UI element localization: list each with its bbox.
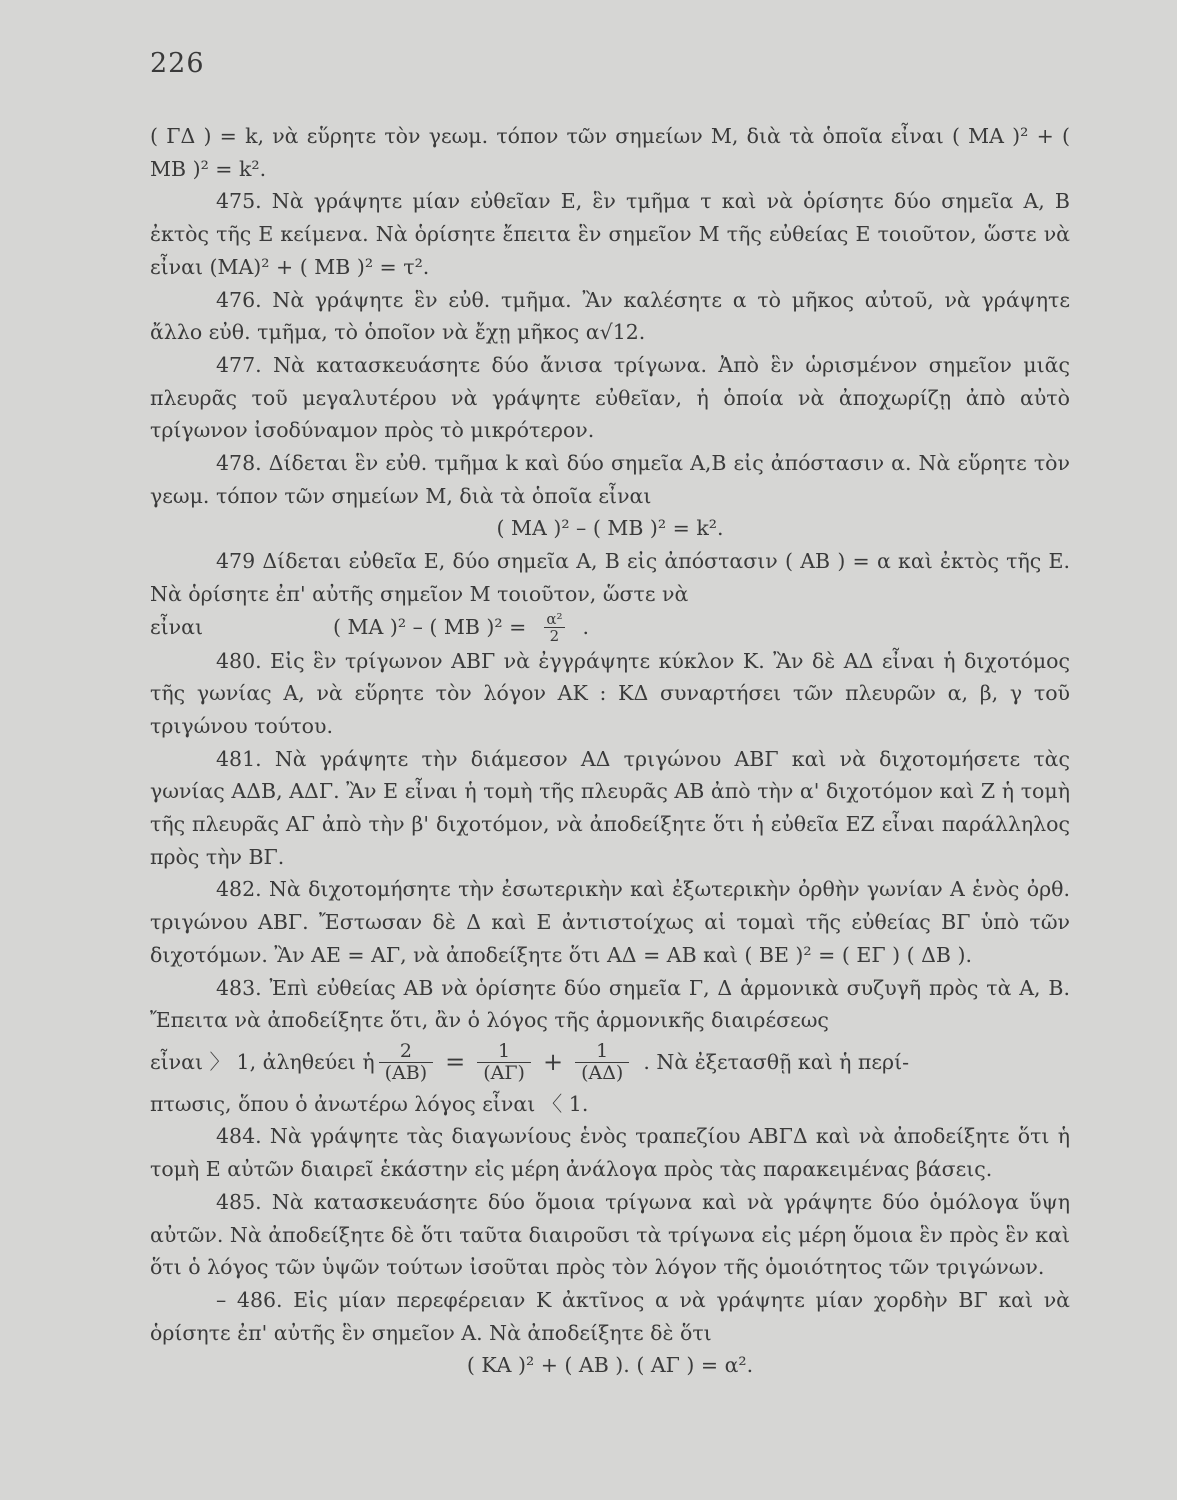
fraction-numerator: 1: [498, 1039, 511, 1062]
fraction-2-over-ab: [379, 1041, 434, 1084]
equation-483-lead: εἶναι 〉 1, ἀληθεύει ἡ: [150, 1050, 375, 1075]
fraction-numerator: 1: [596, 1039, 609, 1062]
fraction-1-over-ag: [477, 1041, 531, 1084]
exercise-478: 478. Δίδεται ἓν εὐθ. τμῆμα k καὶ δύο σημεῖα Α,Β εἰς ἀπόστασιν α. Νὰ εὕρητε τὸν γεωμ. τόπον τῶν σημείων Μ, διὰ τὰ ὁποῖα εἶναι: [150, 451, 1070, 508]
equals-sign: =: [445, 1048, 466, 1077]
exercise-486: – 486. Εἰς μίαν περεφέρειαν Κ ἀκτῖνος α νὰ γράψητε μίαν χορδὴν ΒΓ καὶ νὰ ὁρίσητε ἐπ' αὐτῆς ἓν σημεῖον Α. Νὰ ἀποδείξητε δὲ ὅτι: [150, 1287, 1070, 1345]
fraction-numerator: 2: [399, 1039, 412, 1062]
fraction-1-over-ad: [575, 1041, 629, 1084]
fraction-denominator: 2: [544, 627, 566, 645]
exercise-485: 485. Νὰ κατασκευάσητε δύο ὅμοια τρίγωνα καὶ νὰ γράψητε δύο ὁμόλογα ὕψη αὐτῶν. Νὰ ἀποδείξητε δὲ ὅτι ταῦτα διαιροῦσι τὰ τρίγωνα εἰς μέρη ὅμοια ἓν πρὸς ἓν καὶ ὅτι ὁ λόγος τῶν ὑψῶν τούτων ἰσοῦται πρὸς τὸν λόγον τῆς ὁμοιότητος τῶν τριγώνων.: [150, 1189, 1070, 1280]
page-text: [150, 120, 1070, 1382]
equation-483: [150, 1041, 1070, 1084]
exercise-481: 481. Νὰ γράψητε τὴν διάμεσον ΑΔ τριγώνου ΑΒΓ καὶ νὰ διχοτομήσετε τὰς γωνίας ΑΔΒ, ΑΔΓ. Ἂν Ε εἶναι ἡ τομὴ τῆς πλευρᾶς ΑΒ ἀπὸ τὴν α' διχοτόμον καὶ Ζ ἡ τομὴ τῆς πλευρᾶς ΑΓ ἀπὸ τὴν β' διχοτόμον, νὰ ἀποδείξητε ὅτι ἡ εὐθεῖα ΕΖ εἶναι παράλληλος πρὸς τὴν ΒΓ.: [150, 746, 1070, 869]
fraction-alpha-squared-over-2: [540, 611, 568, 645]
equation-478: ( ΜΑ )² – ( ΜΒ )² = k².: [496, 516, 724, 541]
equation-483-tail: . Νὰ ἐξετασθῇ καὶ ἡ περί-: [643, 1050, 910, 1075]
fraction-numerator: α²: [546, 609, 563, 628]
exercise-477: 477. Νὰ κατασκευάσητε δύο ἄνισα τρίγωνα. Ἀπὸ ἓν ὡρισμένον σημεῖον μιᾶς πλευρᾶς τοῦ μεγαλυτέρου νὰ γράψητε εὐθεῖαν, ἡ ὁποία νὰ ἀποχωρίζῃ ἀπὸ αὐτὸ τρίγωνον ἰσοδύναμον πρὸς τὸ μικρότερον.: [150, 352, 1070, 443]
exercise-476: 476. Νὰ γράψητε ἓν εὐθ. τμῆμα. Ἂν καλέσητε α τὸ μῆκος αὐτοῦ, νὰ γράψητε ἄλλο εὐθ. τμῆμα, τὸ ὁποῖον νὰ ἔχῃ μῆκος α√12.: [150, 287, 1070, 345]
paragraph-474-end: ( ΓΔ ) = k, νὰ εὕρητε τὸν γεωμ. τόπον τῶν σημείων Μ, διὰ τὰ ὁποῖα εἶναι ( ΜΑ )² + ( ΜΒ )² = k².: [150, 124, 1070, 181]
exercise-482: 482. Νὰ διχοτομήσητε τὴν ἐσωτερικὴν καὶ ἐξωτερικὴν ὀρθὴν γωνίαν Α ἑνὸς ὀρθ. τριγώνου ΑΒΓ. Ἔστωσαν δὲ Δ καὶ Ε ἀντιστοίχως αἱ τομαὶ τῆς εὐθείας ΒΓ ὑπὸ τῶν διχοτόμων. Ἂν ΑΕ = ΑΓ, νὰ ἀποδείξητε ὅτι ΑΔ = ΑΒ καὶ ( ΒΕ )² = ( ΕΓ ) ( ΔΒ ).: [150, 877, 1070, 967]
fraction-denominator: (ΑΔ): [575, 1062, 629, 1084]
exercise-483-continuation: πτωσις, ὅπου ὁ ἀνωτέρω λόγος εἶναι 〈 1.: [150, 1091, 589, 1116]
exercise-484: 484. Νὰ γράψητε τὰς διαγωνίους ἑνὸς τραπεζίου ΑΒΓΔ καὶ νὰ ἀποδείξητε ὅτι ἡ τομὴ Ε αὐτῶν διαιρεῖ ἑκάστην εἰς μέρη ἀνάλογα πρὸς τὰς παρακειμένας βάσεις.: [150, 1124, 1070, 1182]
fraction-denominator: (ΑΒ): [379, 1062, 434, 1084]
equation-479-lhs: ( ΜΑ )² – ( ΜΒ )² =: [333, 615, 527, 640]
fraction-denominator: (ΑΓ): [477, 1062, 531, 1084]
equation-479: [150, 611, 1070, 645]
exercise-479: 479 Δίδεται εὐθεῖα Ε, δύο σημεῖα Α, Β εἰς ἀπόστασιν ( ΑΒ ) = α καὶ ἐκτὸς τῆς Ε. Νὰ ὁρίσητε ἐπ' αὐτῆς σημεῖον Μ τοιοῦτον, ὥστε νὰ: [150, 549, 1070, 606]
exercise-483: 483. Ἐπὶ εὐθείας ΑΒ νὰ ὁρίσητε δύο σημεῖα Γ, Δ ἁρμονικὰ συζυγῆ πρὸς τὰ Α, Β. Ἔπειτα νὰ ἀποδείξητε ὅτι, ἂν ὁ λόγος τῆς ἁρμονικῆς διαιρέσεως: [150, 975, 1070, 1033]
page-number: 226: [150, 48, 205, 79]
equation-479-lead: εἶναι: [150, 615, 204, 640]
equation-486: ( ΚΑ )² + ( ΑΒ ). ( ΑΓ ) = α².: [466, 1353, 754, 1378]
plus-sign: +: [542, 1048, 564, 1077]
exercise-475: 475. Νὰ γράψητε μίαν εὐθεῖαν Ε, ἓν τμῆμα τ καὶ νὰ ὁρίσητε δύο σημεῖα Α, Β ἐκτὸς τῆς Ε κείμενα. Νὰ ὁρίσητε ἔπειτα ἓν σημεῖον Μ τῆς εὐθείας Ε τοιοῦτον, ὥστε νὰ εἶναι (ΜΑ)² + ( ΜΒ )² = τ².: [150, 189, 1070, 279]
equation-479-end: .: [582, 615, 590, 640]
exercise-480: 480. Εἰς ἓν τρίγωνον ΑΒΓ νὰ ἐγγράψητε κύκλον Κ. Ἂν δὲ ΑΔ εἶναι ἡ διχοτόμος τῆς γωνίας Α, νὰ εὕρητε τὸν λόγον ΑΚ : ΚΔ συναρτήσει τῶν πλευρῶν α, β, γ τοῦ τριγώνου τούτου.: [150, 648, 1070, 738]
